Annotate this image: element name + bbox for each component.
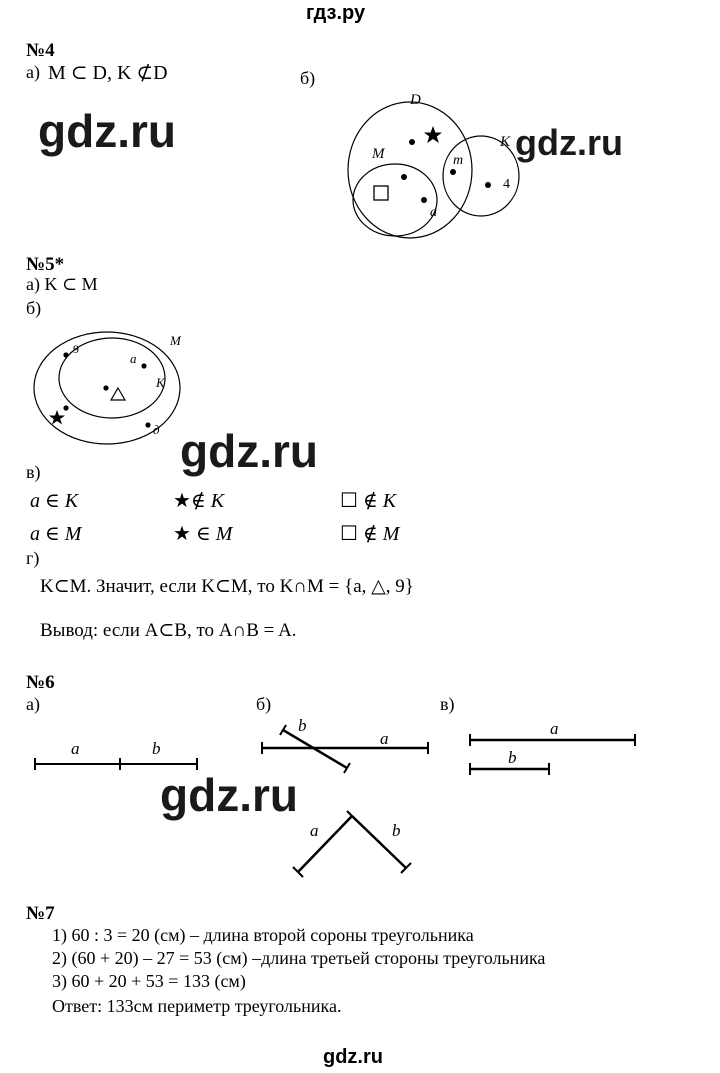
task-5-number: №5* <box>26 254 65 275</box>
elem-m-label: m <box>453 153 464 168</box>
task-4-part-b-label: б) <box>300 68 316 88</box>
task-7-line-1: 1) 60 : 3 = 20 (см) – длина второй сороны треугольника <box>52 925 474 945</box>
elem-a-label: a <box>430 205 437 220</box>
elem-d-label: д <box>153 422 160 437</box>
point-dot <box>63 405 68 410</box>
set-M-label: M <box>372 146 385 162</box>
set-K-label: K <box>156 375 165 390</box>
point-dot <box>145 422 150 427</box>
task-5-part-v-label: в) <box>26 462 41 482</box>
point-dot <box>63 352 68 357</box>
task-5-part-g-label: г) <box>26 548 40 568</box>
relation-a-in-M: a ∈ M <box>30 523 82 545</box>
set-D-label: D <box>410 92 421 108</box>
segments-angle <box>293 811 411 877</box>
seg-b-label: b <box>508 748 517 767</box>
set-M-label: M <box>170 333 181 348</box>
set-K-label: K <box>500 134 511 150</box>
seg-b-label: b <box>152 739 161 758</box>
task-6-part-a-label: а) <box>26 694 40 714</box>
task-4-part-a-text: M ⊂ D, K ⊄D <box>48 62 168 84</box>
segments-b <box>262 716 428 773</box>
site-footer: gdz.ru <box>323 1046 383 1068</box>
elem-a-label: a <box>130 351 137 366</box>
star-icon <box>424 126 442 143</box>
task-5-part-a: а) K ⊂ M <box>26 274 98 294</box>
site-header: гдз.ру <box>306 2 366 24</box>
point-dot <box>485 182 491 188</box>
elem-4-label: 4 <box>503 177 510 192</box>
watermark: gdz.ru <box>515 122 623 163</box>
task-5-line-1: K⊂M. Значит, если K⊂M, то K∩M = {a, △, 9} <box>40 576 414 597</box>
task-7-line-2: 2) (60 + 20) – 27 = 53 (см) –длина третьей стороны треугольника <box>52 948 546 968</box>
relation-star-notin-K: ★∉ K <box>173 490 225 512</box>
task-4-part-a-label: а) <box>26 62 40 82</box>
point-dot <box>450 169 456 175</box>
segments-a <box>35 739 197 770</box>
watermark: gdz.ru <box>160 769 298 821</box>
seg-a-label: a <box>71 739 80 758</box>
relation-square-notin-M: ☐ ∉ M <box>340 523 400 545</box>
square-icon <box>374 186 388 200</box>
task-6-part-v-label: в) <box>440 694 455 714</box>
task-6-number: №6 <box>26 672 55 693</box>
relation-square-notin-K: ☐ ∉ K <box>340 490 397 512</box>
task-4-number: №4 <box>26 40 55 61</box>
elem-9-label: 9 <box>73 342 79 356</box>
task-6-part-b-label: б) <box>256 694 272 714</box>
seg-a-label: a <box>550 719 559 738</box>
relation-star-in-M: ★ ∈ M <box>173 523 233 545</box>
seg-a-label: a <box>310 821 319 840</box>
seg-b-label: b <box>392 821 401 840</box>
watermark: gdz.ru <box>38 105 176 157</box>
seg-b-label: b <box>298 716 307 735</box>
seg-a-label: a <box>380 729 389 748</box>
triangle-icon <box>111 388 125 400</box>
point-dot <box>421 197 427 203</box>
task-5-part-b-label: б) <box>26 298 42 318</box>
point-dot <box>401 174 407 180</box>
relation-a-in-K: a ∈ K <box>30 490 79 512</box>
task-4-venn-diagram <box>340 92 540 242</box>
point-dot <box>409 139 415 145</box>
star-icon <box>49 410 65 425</box>
segments-v <box>470 719 635 775</box>
watermark: gdz.ru <box>180 425 318 477</box>
task-7-answer: Ответ: 133см периметр треугольника. <box>52 996 342 1016</box>
task-7-line-3: 3) 60 + 20 + 53 = 133 (см) <box>52 971 246 991</box>
task-6-segments <box>0 700 720 880</box>
point-dot <box>141 363 146 368</box>
task-7-number: №7 <box>26 903 55 924</box>
task-5-line-2: Вывод: если A⊂B, то A∩B = A. <box>40 620 297 641</box>
point-dot <box>103 385 108 390</box>
